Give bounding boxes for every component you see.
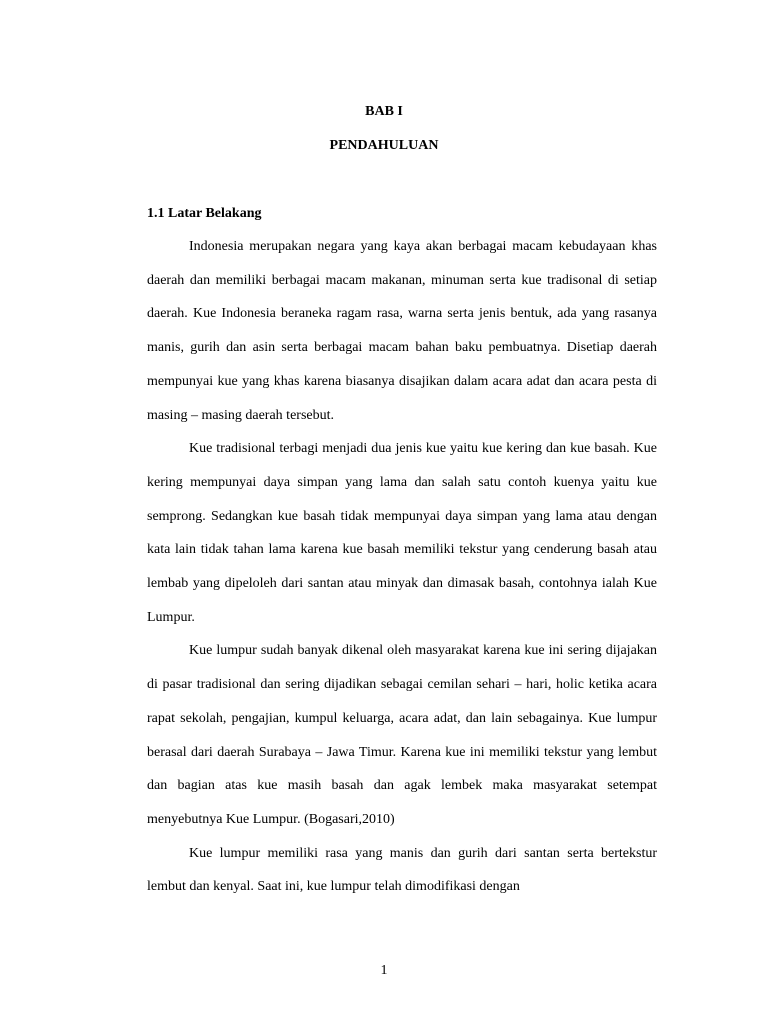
chapter-number: BAB I <box>365 104 403 119</box>
section-heading: 1.1 Latar Belakang <box>147 206 262 221</box>
paragraph: Kue lumpur sudah banyak dikenal oleh masyarakat karena kue ini sering dijajakan di pasar tradisional dan sering dijadikan sebagai cemilan sehari – hari, holic ketika acara rapat sekolah, pengajian, kumpul keluarga, acara adat, dan lain sebagainya. Kue lumpur berasal dari daerah Surabaya – Jawa Timur. Karena kue ini memiliki tekstur yang lembut dan bagian atas kue masih basah dan agak lembek maka masyarakat setempat menyebutnya Kue Lumpur. (Bogasari,2010) <box>147 643 657 827</box>
paragraph: Indonesia merupakan negara yang kaya akan berbagai macam kebudayaan khas daerah dan memiliki berbagai macam makanan, minuman serta kue tradisonal di setiap daerah. Kue Indonesia beraneka ragam rasa, warna serta jenis bentuk, ada yang rasanya manis, gurih dan asin serta berbagai macam bahan baku pembuatnya. Disetiap daerah mempunyai kue yang khas karena biasanya disajikan dalam acara adat dan acara pesta di masing – masing daerah tersebut. <box>147 239 657 423</box>
chapter-title: PENDAHULUAN <box>329 138 439 153</box>
page-number: 1 <box>380 963 388 978</box>
body-text <box>147 230 657 904</box>
paragraph: Kue lumpur memiliki rasa yang manis dan gurih dari santan serta bertekstur lembut dan kenyal. Saat ini, kue lumpur telah dimodifikasi dengan <box>147 845 657 895</box>
paragraph: Kue tradisional terbagi menjadi dua jenis kue yaitu kue kering dan kue basah. Kue kering mempunyai daya simpan yang lama dan salah satu contoh kuenya yaitu kue semprong. Sedangkan kue basah tidak mempunyai daya simpan yang lama atau dengan kata lain tidak tahan lama karena kue basah memiliki tekstur yang cenderung basah atau lembab yang dipeloleh dari santan atau minyak dan dimasak basah, contohnya ialah Kue Lumpur. <box>147 441 657 625</box>
